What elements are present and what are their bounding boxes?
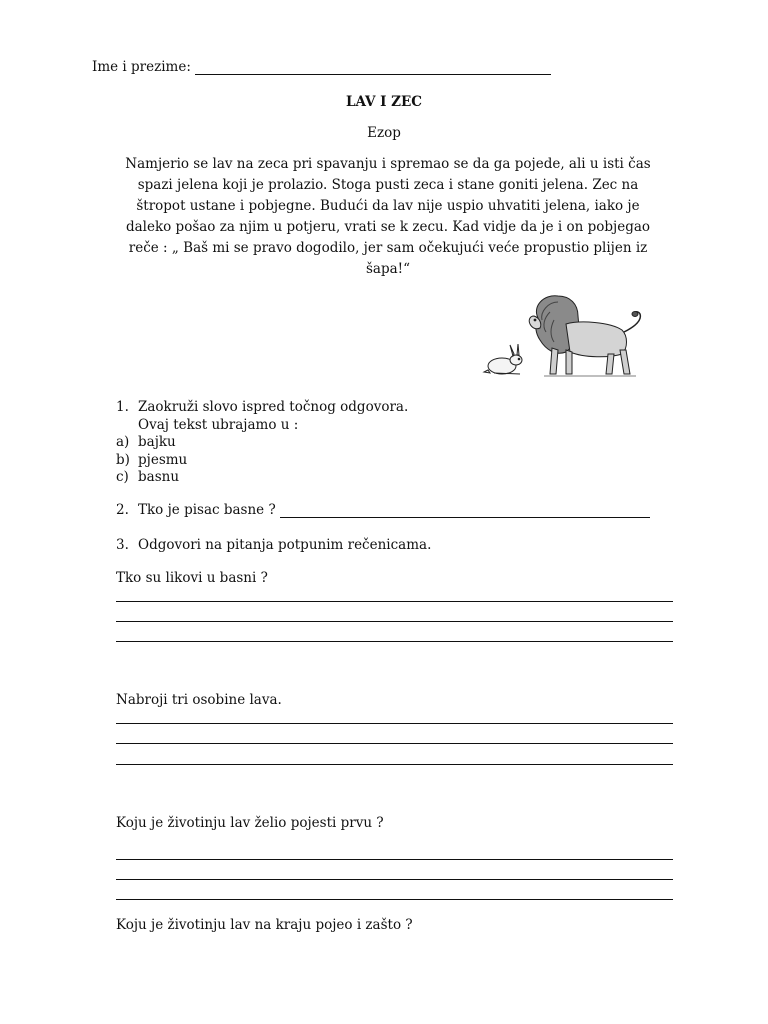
option-a[interactable]: [116, 434, 408, 452]
name-input-line[interactable]: [195, 60, 551, 75]
story-line: šapa!“: [366, 261, 410, 277]
question-2-answer-line[interactable]: [280, 503, 650, 518]
question-1: [116, 399, 408, 487]
story-text: [88, 154, 688, 280]
answer-line[interactable]: [116, 899, 673, 900]
question-2-number: 2.: [116, 502, 129, 518]
option-text: pjesmu: [138, 451, 188, 468]
story-line: štropot ustane i pobjegne. Budući da lav nije uspio uhvatiti jelena, iako je: [136, 198, 640, 214]
answer-line[interactable]: [116, 859, 673, 860]
name-label: Ime i prezime:: [92, 59, 191, 75]
answer-line[interactable]: [116, 641, 673, 642]
rabbit-icon: [484, 344, 522, 374]
option-c[interactable]: [116, 469, 408, 487]
option-text: basnu: [138, 469, 180, 485]
story-line: daleko pošao za njim u potjeru, vrati se k zecu. Kad vidje da je i on pobjegao: [125, 219, 651, 235]
subquestion-lion-traits: Nabroji tri osobine lava.: [116, 692, 282, 708]
question-3-text: Odgovori na pitanja potpunim rečenicama.: [138, 537, 432, 553]
subquestion-characters: Tko su likovi u basni ?: [116, 570, 268, 586]
subquestion-final-prey: Koju je životinju lav na kraju pojeo i zašto ?: [116, 917, 413, 933]
answer-line[interactable]: [116, 764, 673, 765]
answer-line[interactable]: [116, 879, 673, 880]
lion-and-rabbit-illustration: [480, 290, 650, 382]
answer-line[interactable]: [116, 601, 673, 602]
name-row: [92, 59, 551, 75]
story-line: spazi jelena koji je prolazio. Stoga pusti zeca i stane goniti jelena. Zec na: [137, 177, 639, 193]
option-letter: a): [116, 434, 130, 450]
question-1-number: 1.: [116, 399, 129, 415]
answer-line[interactable]: [116, 723, 673, 724]
story-line: reče : „ Baš mi se pravo dogodilo, jer sam očekujući veće propustio plijen iz: [128, 240, 648, 256]
question-1-prompt: Ovaj tekst ubrajamo u :: [138, 416, 299, 433]
answer-line[interactable]: [116, 621, 673, 622]
option-letter: c): [116, 469, 129, 485]
lion-icon: [529, 296, 640, 376]
story-title: LAV I ZEC: [345, 94, 423, 110]
option-b[interactable]: [116, 452, 408, 470]
subquestion-first-prey: Koju je životinju lav želio pojesti prvu ?: [116, 815, 384, 831]
question-1-instruction: Zaokruži slovo ispred točnog odgovora.: [138, 399, 409, 415]
story-line: Namjerio se lav na zeca pri spavanju i spremao se da ga pojede, ali u isti čas: [125, 156, 651, 172]
option-text: bajku: [138, 434, 176, 450]
question-3-number: 3.: [116, 537, 129, 553]
option-letter: b): [116, 451, 130, 468]
answer-line[interactable]: [116, 743, 673, 744]
question-2: [116, 502, 650, 518]
question-2-text: Tko je pisac basne ?: [138, 502, 276, 518]
story-author: Ezop: [367, 125, 401, 141]
question-3: [116, 537, 431, 553]
